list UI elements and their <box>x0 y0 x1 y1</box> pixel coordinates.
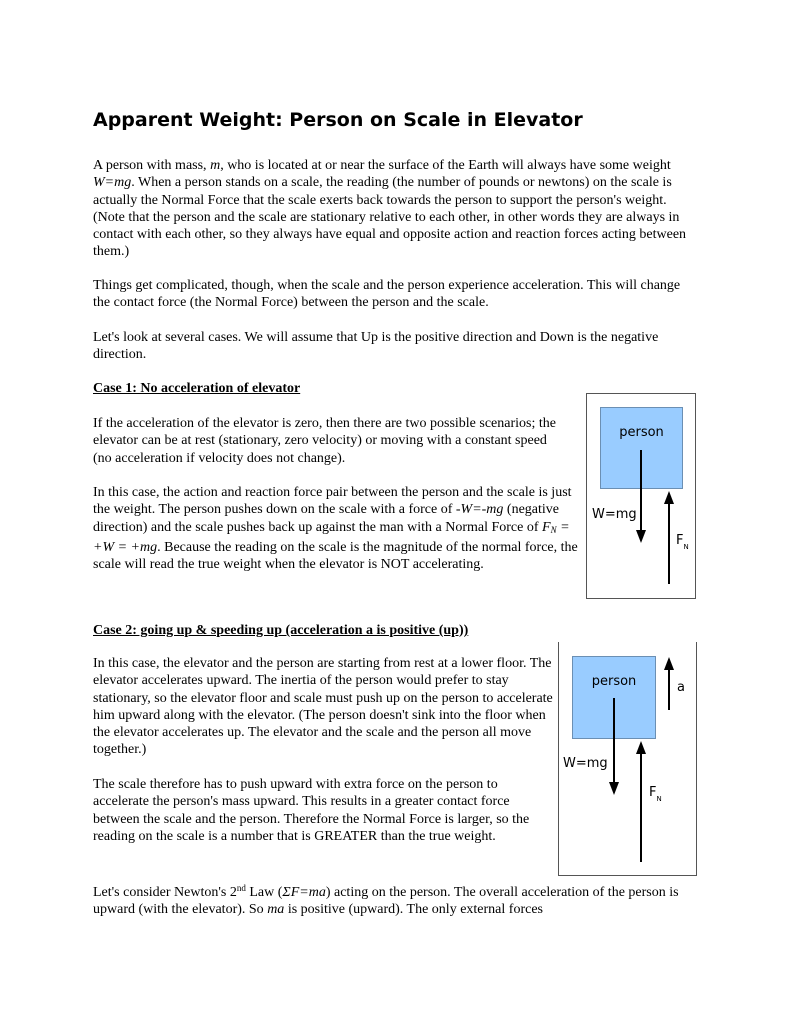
acceleration-paragraph: Things get complicated, though, when the scale and the person experience acceleration. This will change the contact force (the Normal Force) between the person and the scale. <box>93 278 681 311</box>
case1-force-diagram <box>586 393 696 599</box>
acceleration-label: a <box>677 680 685 695</box>
person-label: person <box>591 674 637 689</box>
case2-force-diagram <box>558 642 697 876</box>
weight-label: W=mg <box>592 507 637 522</box>
weight-label: W=mg <box>563 756 608 771</box>
case1-heading: Case 1: No acceleration of elevator <box>93 381 301 396</box>
case2-paragraph-1: In this case, the elevator and the person are starting from rest at a lower floor. The elevator accelerates upward. The inertia of the person would prefer to stay stationary, so the elevator floor and scale must push up on the person to accelerate him upward along with the elevator. (The person doesn't sink into the floor when the elevator accelerates up. The elevator and the scale and the person all move together.) <box>93 656 553 758</box>
normal-force-arrowhead <box>664 491 674 504</box>
weight-arrowhead <box>636 530 646 543</box>
normal-force-label: $F_N$ <box>649 785 662 803</box>
weight-arrowhead <box>609 782 619 795</box>
case1-paragraph-2: In this case, the action and reaction force pair between the person and the scale is just the weight. The person pushes down on the scale with a force of -W=-mg (negative direction) and the scale pushes back up against the man with a Normal Force of $F_N = +W = +mg$. Because the reading on the scale is the magnitude of the normal force, the scale will read the true weight when the elevator is NOT accelerating. <box>93 485 578 573</box>
case2-paragraph-2: The scale therefore has to push upward with extra force on the person to accelerate the person's mass upward. This results in a greater contact force between the scale and the person. Therefore the Normal Force is larger, so the reading on the scale is a number that is GREATER than the true weight. <box>93 777 530 844</box>
page-title: Apparent Weight: Person on Scale in Elevator <box>93 109 583 131</box>
intro-paragraph: A person with mass, m, who is located at or near the surface of the Earth will always have some weight W=mg. When a person stands on a scale, the reading (the number of pounds or newtons) on the scale is actually the Normal Force that the scale exerts back towards the person to support the person's weight. (Note that the person and the scale are stationary relative to each other, in other words they are always in contact with each other, so they always have equal and opposite action and reaction forces acting between them.) <box>93 158 687 260</box>
direction-paragraph: Let's look at several cases. We will assume that Up is the positive direction and Down is the negative direction. <box>93 330 659 363</box>
case1-force-arrows <box>587 394 695 598</box>
normal-force-arrowhead <box>636 741 646 754</box>
case2-heading: Case 2: going up & speeding up (acceleration a is positive (up)) <box>93 623 469 638</box>
case1-paragraph-1: If the acceleration of the elevator is zero, then there are two possible scenarios; the elevator can be at rest (stationary, zero velocity) or moving with a constant speed (no acceleration if velocity does not change). <box>93 416 556 466</box>
newtons-law-paragraph: Let's consider Newton's 2nd Law (ΣF=ma) acting on the person. The overall acceleration of the person is upward (with the elevator). So ma is positive (upward). The only external forces <box>93 883 679 918</box>
person-label: person <box>619 425 664 440</box>
normal-force-label: $F_N$ <box>676 533 689 551</box>
acceleration-arrowhead <box>664 657 674 670</box>
